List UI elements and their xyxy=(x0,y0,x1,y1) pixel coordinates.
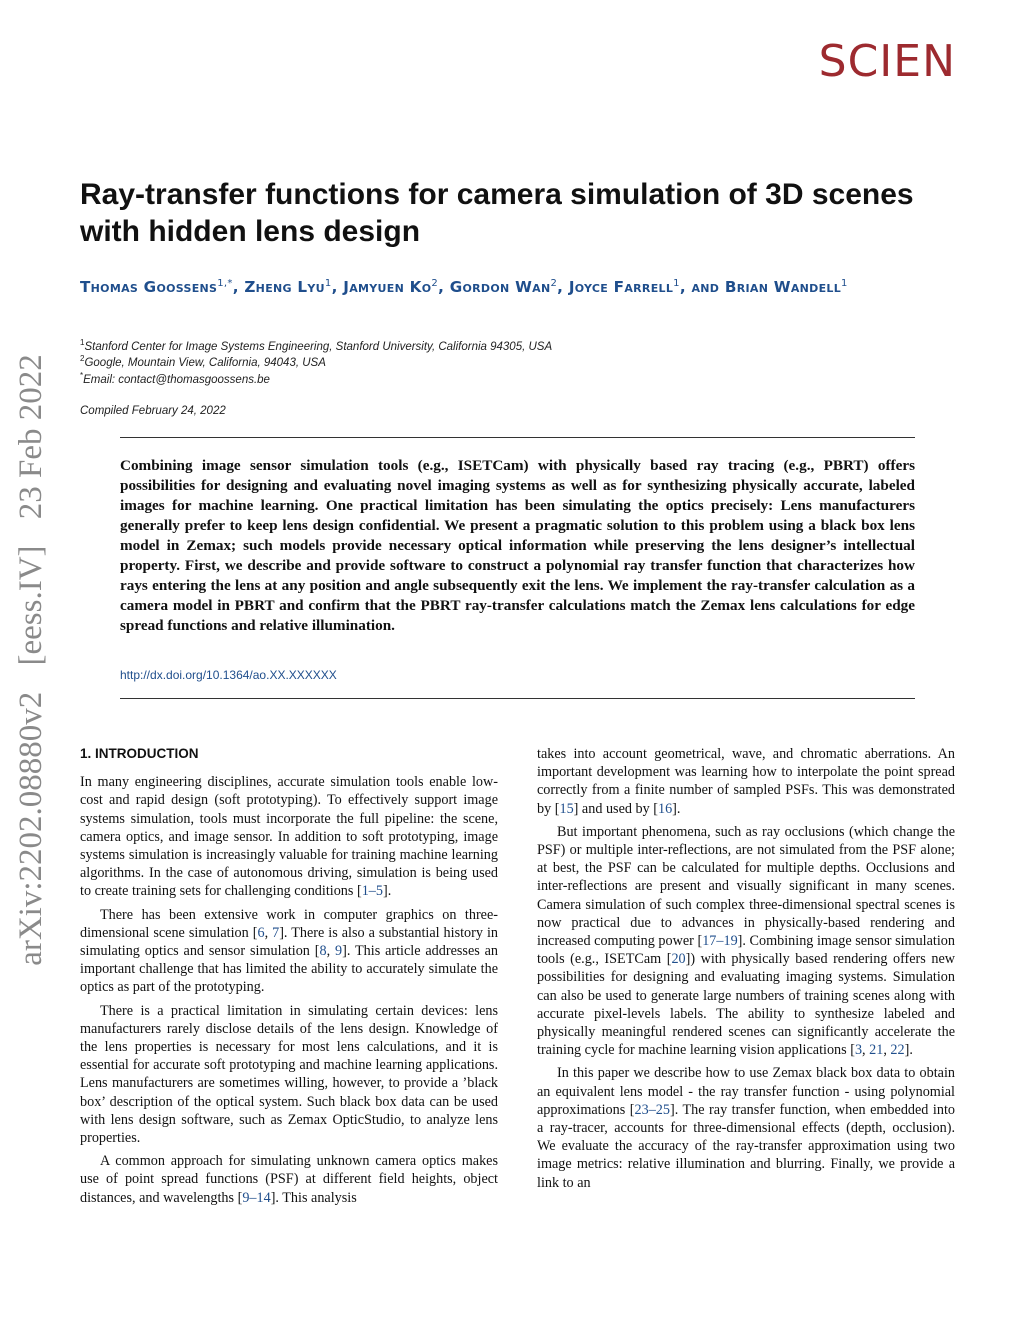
author-list: Thomas Goossens$^{1,*}$, Zheng Lyu$^1$, Jamyuen Ko$^2$, Gordon Wan$^2$, Joyce Farrell$^1$, and Brian Wandell$^1$ xyxy=(80,278,848,297)
author-name: Thomas Goossens xyxy=(80,278,218,297)
doi-link[interactable]: http://dx.doi.org/10.1364/ao.XX.XXXXXX xyxy=(120,668,337,682)
email-text: Email: contact@thomasgoossens.be xyxy=(83,373,270,386)
author-affiliation-mark: 1 xyxy=(673,278,680,289)
compiled-date: Compiled February 24, 2022 xyxy=(80,405,226,417)
citation-link[interactable]: 6 xyxy=(257,924,265,941)
citation-link[interactable]: 21 xyxy=(869,1042,884,1059)
paragraph: There has been extensive work in computer graphics on three-dimensional scene simulation [6, 7]. There is also a substantial history in simulating optics and sensor simulation [8, 9]. This article addresses an important challenge that has limited the ability to accurately simulate the optics as part of the prototyping. xyxy=(80,906,499,996)
affiliation-mark: 1 xyxy=(80,338,85,347)
citation-link[interactable]: 16 xyxy=(657,800,673,817)
citation-link[interactable]: 17–19 xyxy=(702,933,738,950)
abstract: Combining image sensor simulation tools (e.g., ISETCam) with physically based ray tracing (e.g., PBRT) offers possibilities for designing and evaluating novel imaging systems as well as for synthesizing physically accurate, labeled images for machine learning. One practical limitation has been simulating the optics precisely: Lens manufacturers generally prefer to keep lens design confidential. We present a pragmatic solution to this problem using a black box lens model in Zemax; such models provide necessary optical information while preserving the lens designer’s intellectual property. First, we describe and provide software to construct a polynomial ray transfer function that characterizes how rays entering the lens at any position and angle subsequently exit the lens. We implement the ray-transfer calculation as a camera model in PBRT and confirm that the PBRT ray-transfer calculations match the Zemax lens calculations for edge spread functions and relative illumination. xyxy=(120,457,915,634)
author-affiliation-mark: 2 xyxy=(550,278,558,289)
citation-link[interactable]: 22 xyxy=(890,1042,905,1059)
paragraph: takes into account geometrical, wave, and chromatic aberrations. An important development was learning how to interpolate the point spread correctly from a finite number of sampled PSFs. This was demonstrated by [15] and used by [16]. xyxy=(537,746,955,817)
citation-link[interactable]: 23–25 xyxy=(634,1101,670,1118)
author-name: Jamyuen Ko xyxy=(343,278,432,297)
paragraph: There is a practical limitation in simulating certain devices: lens manufacturers rarely disclose details of the lens design. Knowledge of the lens properties is necessary for most lens calculations, and it is essential for accurate soft prototyping and machine learning applications. Lens manufacturers are sometimes willing, however, to provide a ’black box’ description of the optical system. Such black box data can be used with lens design software, such as Zemax OpticStudio, to analyze lens properties. xyxy=(80,1002,498,1147)
abstract-top-rule xyxy=(120,437,915,438)
arxiv-category: [eess.IV] xyxy=(13,545,49,666)
citation-link[interactable]: 20 xyxy=(671,951,686,968)
citation-link[interactable]: 9 xyxy=(335,943,343,960)
paragraph: In many engineering disciplines, accurate simulation tools enable low-cost and rapid design (soft prototyping). To effectively support image systems simulation, tools must incorporate the full pipeline: the scene, camera optics, and image sensor. In addition to soft prototyping, image systems simulation is increasingly valuable for training machine learning algorithms. In the case of autonomous driving, simulation is being used to create training sets for challenging conditions [1–5]. xyxy=(80,774,498,900)
author-name: Joyce Farrell xyxy=(568,278,674,297)
paragraph: But important phenomena, such as ray occlusions (which change the PSF) or multiple inter-reflections, are not simulated from the PSF alone; at best, the PSF can be calculated for multiple depths. Occlusions and inter-reflections are present and visually significant in many scenes. Camera simulation of such complex three-dimensional spectral scenes is now practical due to advances in physically-based rendering and increased computing power [17–19]. Combining image sensor simulation tools (e.g., ISETCam [20]) with physically based rendering offers new possibilities for designing and evaluating imaging systems. Simulation can also be used to generate large numbers of training scenes along with accurate pixel-levels labels. The ability to synthesize labeled and physically meaningful rendered scenes can significantly accelerate the training cycle for machine learning vision applications [3, 21, 22]. xyxy=(537,823,955,1059)
paragraph: In this paper we describe how to use Zemax black box data to obtain an equivalent lens model - the ray transfer function - using polynomial approximations [23–25]. The ray transfer function, when embedded into a ray-tracer, accounts for three-dimensional effects (depth, occlusion). We evaluate the accuracy of the ray-transfer approximation using two image metrics: relative illumination and blurring. Finally, we provide a link to an xyxy=(537,1065,955,1191)
citation-link[interactable]: 15 xyxy=(559,800,574,817)
section-heading: 1. INTRODUCTION xyxy=(80,746,199,761)
affiliation-text: Stanford Center for Image Systems Engineering, Stanford University, California 94305, USA xyxy=(84,340,553,353)
arxiv-id[interactable]: arXiv:2202.08880v2 xyxy=(13,691,49,966)
arxiv-sidebar-stamp xyxy=(6,330,56,990)
affiliation-text: Google, Mountain View, California, 94043, USA xyxy=(84,356,326,369)
citation-link[interactable]: 1–5 xyxy=(361,883,383,900)
scien-logo: SCIEN xyxy=(818,36,956,87)
author-affiliation-mark: 1,* xyxy=(217,278,233,289)
author-conjunction: and xyxy=(691,278,720,297)
citation-link[interactable]: 7 xyxy=(272,924,280,941)
author-name: Gordon Wan xyxy=(449,278,551,297)
corresponding-email xyxy=(80,368,780,388)
paragraph: A common approach for simulating unknown camera optics makes use of point spread functions (PSF) at different field heights, object distances, and wavelengths [9–14]. This analysis xyxy=(80,1153,498,1206)
affiliation-mark: 2 xyxy=(80,354,85,363)
author-affiliation-mark: 2 xyxy=(431,278,439,289)
arxiv-date: 23 Feb 2022 xyxy=(13,354,49,520)
paper-title: Ray-transfer functions for camera simulation of 3D scenes with hidden lens design xyxy=(80,178,914,248)
author-name: Brian Wandell xyxy=(724,278,842,297)
author-affiliation-mark: 1 xyxy=(841,278,848,289)
citation-link[interactable]: 9–14 xyxy=(242,1189,271,1206)
left-column xyxy=(80,745,498,1212)
citation-link[interactable]: 8 xyxy=(319,943,327,960)
abstract-bottom-rule xyxy=(120,698,915,699)
citation-link[interactable]: 3 xyxy=(854,1042,863,1059)
author-affiliation-mark: 1 xyxy=(324,278,332,289)
affiliation-mark: * xyxy=(80,371,84,380)
right-column xyxy=(537,745,955,1197)
author-name: Zheng Lyu xyxy=(244,278,325,297)
